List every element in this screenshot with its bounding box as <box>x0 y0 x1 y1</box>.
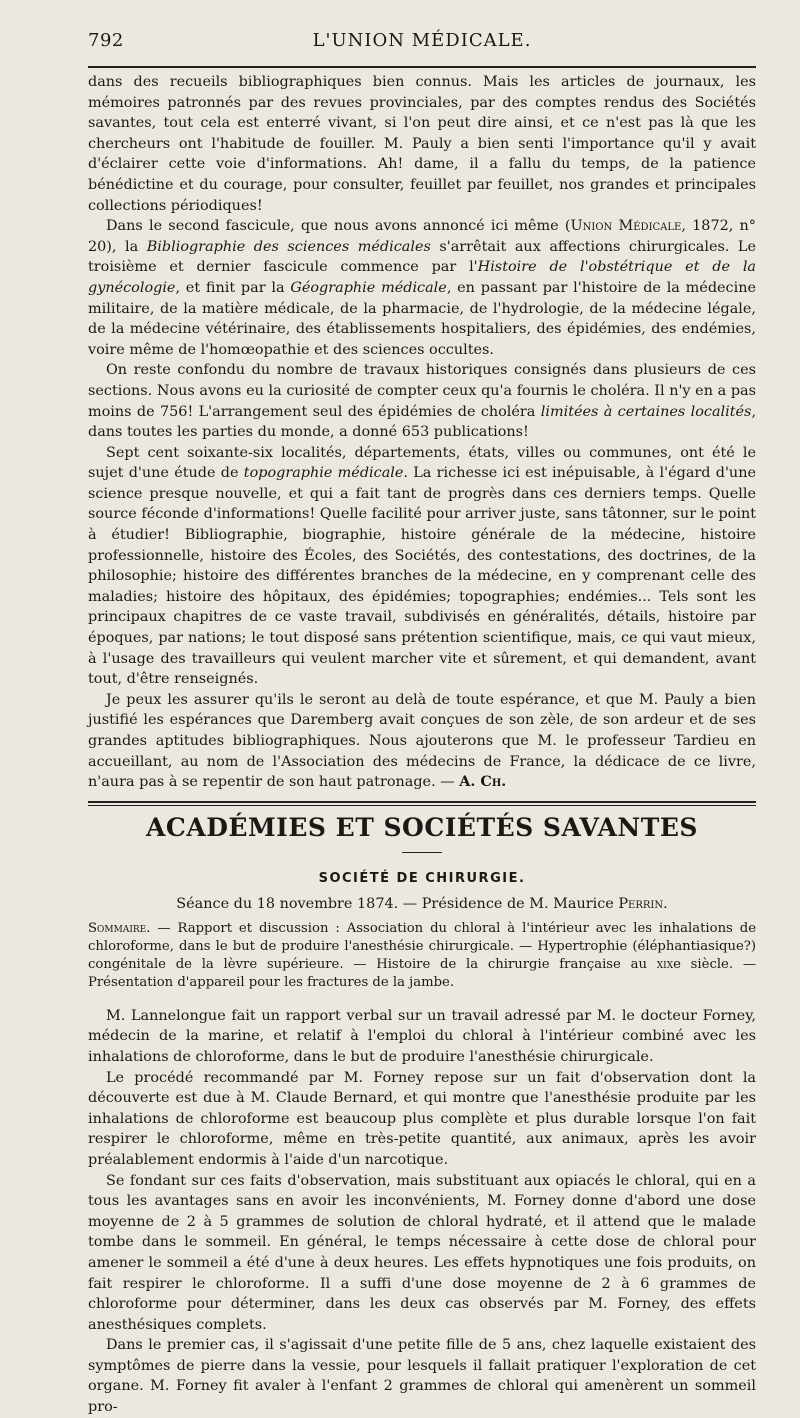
report-paragraph: Se fondant sur ces faits d'observation, mais substituant aux opiacés le chloral, qui en a tous les avantages sans en avoir les inconvénients, M. Forney donne d'abord une dose moyenne de 2 à 5 grammes de solution de chloral hydraté, et il attend que le malade tombe dans le sommeil. En général, le temps nécessaire à cette dose de chloral pour amener le sommeil a été d'une à deux heures. Les effets hypnotiques une fois produits, on fait respirer le chloroforme. Il a suffi d'une dose moyenne de 2 à 6 grammes de chloroforme pour déterminer, dans les deux cas observés par M. Forney, des effets anesthésiques complets. <box>88 1172 756 1333</box>
text-run: , en passant par l'histoire de la médecine militaire, de la matière médicale, de la pharmacie, de l'hydrologie, de la médecine légale, de la médecine vétérinaire, des établissements hospitaliers, des épidémies, des endémies, voire même de l'homœopathie et des sciences occultes. <box>88 279 757 358</box>
text-run: e siècle. — Présentation d'appareil pour les fractures de la jambe. <box>88 956 757 990</box>
text-run: Séance du 18 novembre 1874. — Présidence de M. Maurice <box>176 895 619 912</box>
society-title: SOCIÉTÉ DE CHIRURGIE. <box>318 870 526 886</box>
report-paragraph: Le procédé recommandé par M. Forney repose sur un fait d'observation dont la découverte est due à M. Claude Bernard, et qui montre que l'anesthésie produite par les inhalations de chloroforme est beaucoup plus complète et plus durable lorsque l'on fait respirer le chloroforme, même en très-petite quantité, aux animaux, après les avoir préalablement endormis à l'aide d'un narcotique. <box>88 1069 756 1168</box>
header-rule <box>88 66 756 68</box>
report-body <box>88 1006 756 1418</box>
review-paragraph <box>88 216 756 360</box>
session-line <box>88 896 756 912</box>
section-title-italic: Géographie médicale <box>290 279 447 296</box>
review-paragraph: dans des recueils bibliographiques bien connus. Mais les articles de journaux, les mémoires patronnés par des revues provinciales, par des comptes rendus des Sociétés savantes, tout cela est enterré vivant, si l'on peut dire ainsi, et ce n'est pas là que les chercheurs ont l'habitude de fouiller. M. Pauly a bien senti l'importance qu'il y avait d'éclairer cette voie d'informations. Ah! dame, il a fallu du temps, de la patience bénédictine et du courage, pour consulter, feuillet par feuillet, nos grandes et principales collections périodiques! <box>88 74 756 214</box>
section-title: ACADÉMIES ET SOCIÉTÉS SAVANTES <box>146 812 698 842</box>
book-title-italic: Bibliographie des sciences médicales <box>146 238 431 255</box>
text-run: , dans toutes les parties du monde, a donné 653 publications! <box>88 403 757 441</box>
session-summary <box>88 920 756 992</box>
author-signature: A. Ch. <box>459 773 507 791</box>
report-paragraph: M. Lannelongue fait un rapport verbal sur un travail adressé par M. le docteur Forney, médecin de la marine, et relatif à l'emploi du chloral à l'intérieur combiné avec les inhalations de chloroforme, dans le but de produire l'anesthésie chirurgicale. <box>88 1007 756 1065</box>
running-head <box>88 26 756 54</box>
text-run: On reste confondu du nombre de travaux historiques consignés dans plusieurs de ces sections. Nous avons eu la curiosité de compter ceux qu'a fournis le choléra. Il n'y en a pas moins de 756! L'arrangement seul des épidémies de choléra <box>88 362 756 420</box>
report-paragraph: Dans le premier cas, il s'agissait d'une petite fille de 5 ans, chez laquelle existaient des symptômes de pierre dans la vessie, pour lesquels il fallait pratiquer l'exploration de cet organe. M. Forney fit avaler à l'enfant 2 grammes de chloral qui amenèrent un sommeil pro- <box>88 1337 756 1416</box>
emphasis-italic: topographie médicale <box>243 465 404 482</box>
text-run: Je peux les assurer qu'ils le seront au delà de toute espérance, et que M. Pauly a bien justifié les espérances que Daremberg avait conçues de son zèle, de son ardeur et de ses grandes aptitudes bibliographiques. Nous ajouterons que M. le professeur Tardieu en accueillant, au nom de l'Association des médecins de France, la dédicace de ce livre, n'aura pas à se repentir de son haut patronage. — <box>88 691 756 791</box>
short-rule <box>402 852 442 853</box>
text-run: . La richesse ici est inépuisable, à l'égard d'une science presque nouvelle, et qui a fait tant de progrès dans ces derniers temps. Quelle source féconde d'informations! Quelle facilité pour arriver juste, sans tâtonner, sur le point à étudier! Bibliographie, biographie, histoire générale de la médecine, histoire professionnelle, histoire des Écoles, des Sociétés, des contestations, des doctrines, de la philosophie; histoire des différentes branches de la médecine, en y comprenant celle des maladies; histoire des hôpitaux, des épidémies; topographies; endémies... Tels sont les principaux chapitres de ce vaste travail, subdivisés en généralités, détails, histoire par époques, par nations; le tout disposé sans prétention scientifique, mais, ce qui vaut mieux, à l'usage des travailleurs qui veulent marcher vite et sûrement, et qui demandent, avant tout, d'être renseignés. <box>88 465 756 688</box>
text-run: . <box>663 895 668 912</box>
text-run: , 1872, n° 20), la <box>88 218 757 255</box>
journal-title: L'UNION MÉDICALE. <box>312 30 532 51</box>
divider-line <box>88 801 756 803</box>
president-name: Perrin <box>618 895 664 912</box>
review-paragraph <box>88 690 756 793</box>
century-numeral: xix <box>656 956 674 972</box>
book-review <box>88 72 756 793</box>
text-run: Sept cent soixante-six localités, départements, états, villes ou communes, ont été le sujet d'une étude de <box>88 444 756 482</box>
section-title-italic: Histoire de l'obstétrique et de la gynécologie <box>88 259 757 296</box>
summary-label: Sommaire. <box>88 920 151 936</box>
review-paragraph <box>88 360 756 442</box>
text-run: , et finit par la <box>175 279 291 296</box>
text-run: — Rapport et discussion : Association du chloral à l'intérieur avec les inhalations de chloroforme, dans le but de produire l'anesthésie chirurgicale. — Hypertrophie (éléphantiasique?) congénitale de la lèvre supérieure. — Histoire de la chirurgie française au <box>88 920 756 972</box>
emphasis-italic: limitées à certaines localités <box>540 403 752 420</box>
section-divider <box>88 801 756 806</box>
divider-line <box>88 805 756 806</box>
page-number: 792 <box>88 30 124 51</box>
text-run: s'arrêtait aux affections chirurgicales. Le troisième et dernier fascicule commence par l' <box>88 238 757 276</box>
text-run: Dans le second fascicule, que nous avons annoncé ici même ( <box>106 218 571 235</box>
journal-reference: Union Médicale <box>570 218 682 235</box>
review-paragraph <box>88 443 756 690</box>
